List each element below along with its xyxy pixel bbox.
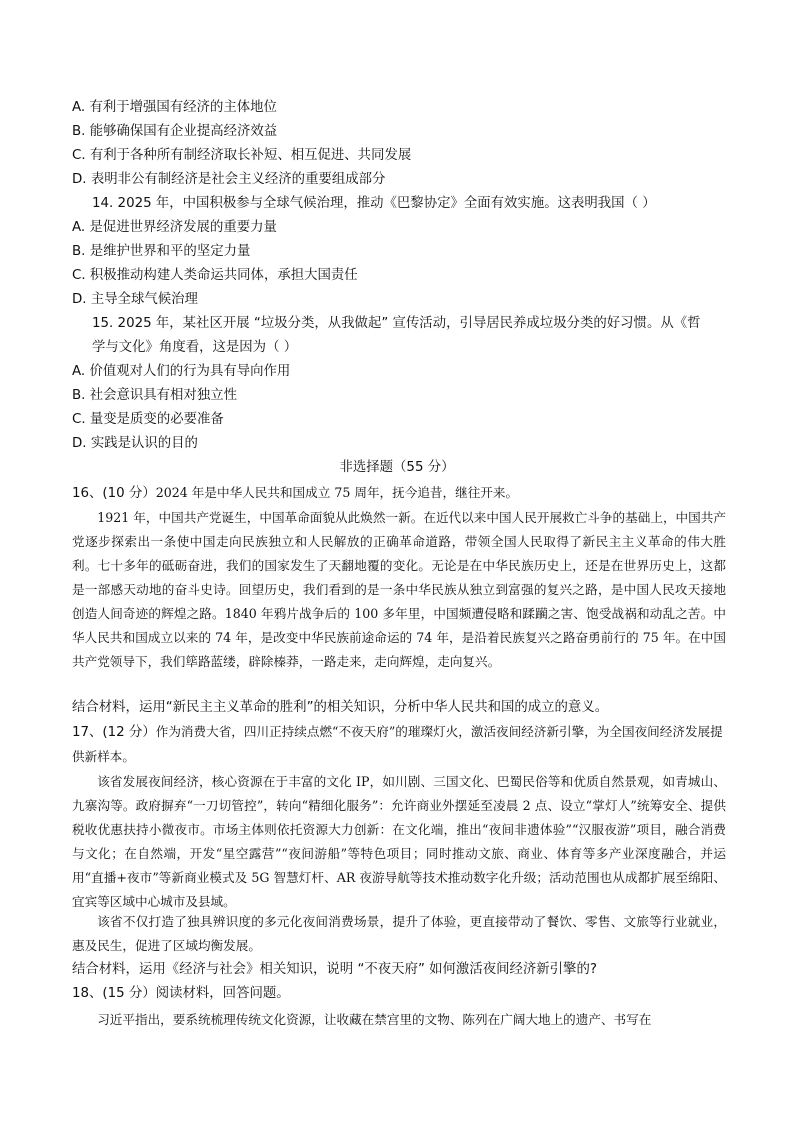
q14-option-a: A. 是促进世界经济发展的重要力量 [72, 220, 277, 235]
q17-question: 结合材料，运用《经济与社会》相关知识，说明 “不夜天府” 如何激活夜间经济新引擎的? [72, 962, 597, 977]
q17-para1: 该省发展夜间经济，核心资源在于丰富的文化 IP，如川剧、三国文化、巴蜀民俗等和优质自然景观，如青城山、九寨沟等。政府摒弃“一刀切管控”，转向“精细化服务”：允许商业外摆延至凌晨 2 点、设立“掌灯人”统筹安全、提供税收优惠扶持小微夜市。市场主体则依托资源大力创新：在文化端，推出“夜间非遗体验”“汉服夜游”项目，融合消费与文化；在自然端，开发“星空露营”“夜间游船”等特色项目；同时推动文旅、商业、体育等多产业深度融合，并运用“直播+夜市”等新商业模式及 5G 智慧灯杆、AR 夜游导航等技术推动数字化升级；活动范围也从成都扩展至绵阳、宜宾等区域中心城市及县域。 [72, 774, 726, 909]
q16-header [72, 481, 732, 506]
section-title: 非选择题（55 分） [339, 460, 455, 475]
q15-stem-line2: 学与文化》角度看，这是因为（ ） [92, 340, 298, 355]
q17-para2: 该省不仅打造了独具辨识度的多元化夜间消费场景，提升了体验，更直接带动了餐饮、零售、文旅等行业就业，惠及民生，促进了区域均衡发展。 [72, 914, 726, 953]
q13-option-d: D. 表明非公有制经济是社会主义经济的重要组成部分 [72, 172, 386, 187]
q15-stem-line1: 15. 2025 年，某社区开展 “垃圾分类，从我做起” 宣传活动，引导居民养成垃圾分类的好习惯。从《哲 [92, 316, 701, 331]
q13-option-a: A. 有利于增强国有经济的主体地位 [72, 100, 277, 115]
q14-stem: 14. 2025 年，中国积极参与全球气候治理，推动《巴黎协定》全面有效实施。这表明我国（ ） [92, 196, 656, 211]
q18-intro: 阅读材料，回答问题。 [155, 986, 290, 1001]
q17-label: 17、(12 分） [72, 725, 156, 740]
q13-option-b: B. 能够确保国有企业提高经济效益 [72, 124, 278, 139]
q14-option-b: B. 是维护世界和平的坚定力量 [72, 244, 251, 259]
q18-para1: 习近平指出，要系统梳理传统文化资源，让收藏在禁宫里的文物、陈列在广阔大地上的遗产、书写在 [97, 1012, 652, 1027]
q16-label: 16、(10 分） [72, 486, 156, 501]
q13-option-c: C. 有利于各种所有制经济取长补短、相互促进、共同发展 [72, 148, 412, 163]
q14-option-d: D. 主导全球气候治理 [72, 292, 198, 307]
q18-header [72, 984, 290, 1004]
q16-material: 1921 年，中国共产党诞生，中国革命面貌从此焕然一新。在近代以来中国人民开展救亡斗争的基础上，中国共产党逐步探索出一条使中国走向民族独立和人民解放的正确革命道路，带领全国人民取得了新民主主义革命的伟大胜利。七十多年的砥砺奋进，我们的国家发生了天翻地覆的变化。无论是在中华民族历史上，还是在世界历史上，这都是一部感天动地的奋斗史诗。回望历史，我们看到的是一条中华民族从独立到富强的复兴之路，是中国人民攻天接地创造人间奇迹的辉煌之路。1840 年鸦片战争后的 100 多年里，中国频遭侵略和蹂躏之害、饱受战祸和动乱之苦。中华人民共和国成立以来的 74 年，是改变中华民族前途命运的 74 年，是沿着民族复兴之路奋勇前行的 75 年。在中国共产党领导下，我们筚路蓝缕，辟除榛莽，一路走来，走向辉煌，走向复兴。 [72, 510, 726, 669]
q16-question: 结合材料，运用“新民主主义革命的胜利”的相关知识，分析中华人民共和国的成立的意义。 [72, 700, 609, 715]
q14-option-c: C. 积极推动构建人类命运共同体，承担大国责任 [72, 268, 358, 283]
q15-option-a: A. 价值观对人们的行为具有导向作用 [72, 364, 291, 379]
q16-intro: 2024 年是中华人民共和国成立 75 周年，抚今追昔，继往开来。 [155, 485, 519, 500]
q17-header [72, 720, 732, 770]
q15-option-d: D. 实践是认识的目的 [72, 436, 198, 451]
q18-label: 18、(15 分） [72, 986, 156, 1001]
q15-option-b: B. 社会意识具有相对独立性 [72, 388, 237, 403]
q15-option-c: C. 量变是质变的必要准备 [72, 412, 224, 427]
q17-intro: 作为消费大省，四川正持续点燃“不夜天府”的璀璨灯火，激活夜间经济新引擎，为全国夜间经济发展提供新样本。 [72, 724, 723, 764]
